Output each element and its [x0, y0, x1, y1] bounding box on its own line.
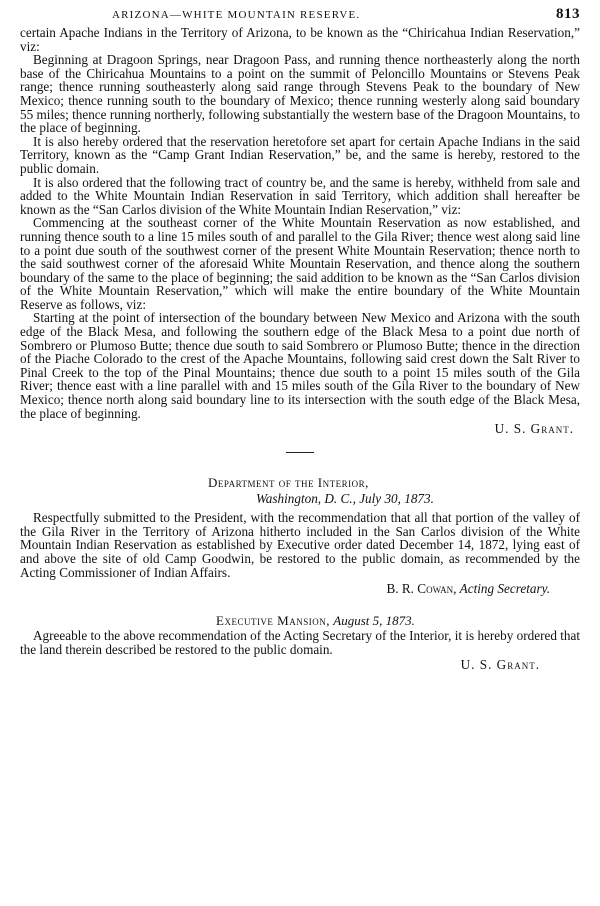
- running-title: ARIZONA—WHITE MOUNTAIN RESERVE.: [112, 9, 361, 21]
- executive-mansion-heading: [20, 613, 580, 629]
- order-intro-paragraph: certain Apache Indians in the Territory of Arizona, to be known as the “Chiricahua Indian Reservation,” viz:: [20, 25, 580, 54]
- running-header: [20, 6, 580, 26]
- mansion-order: [20, 629, 580, 656]
- cowan-signature: [20, 581, 580, 597]
- cowan-role: Acting Secretary.: [459, 581, 550, 597]
- withheld-tract-paragraph: It is also ordered that the following tract of country be, and the same is hereby, withheld from sale and added to the White Mountain Indian Reservation in said Territory, which addition shall hereafter be known as the “San Carlos division of the White Mountain Indian Reservation,” viz:: [20, 174, 580, 217]
- starting-point-paragraph: Starting at the point of intersection of the boundary between New Mexico and Arizona with the south edge of the Black Mesa, and following the southern edge of the Black Mesa to a point due north of Sombrero or Plumoso Butte; thence due south to said Sombrero or Plumoso Butte; thence in the direction of the Piache Colorado to the crest of the Apache Mountains, following said crest down the Salt River to Pinal Creek to the top of the Pinal Mountains; thence due south to a point 15 miles south of the Gila River; thence east with a line parallel with and 15 miles south of the Gila River to the boundary of New Mexico; thence north along said boundary line to its intersection with the south edge of the Black Mesa, the place of beginning.: [20, 310, 580, 421]
- executive-order-text: [20, 26, 580, 420]
- page-number: 813: [556, 6, 580, 22]
- interior-body-paragraph: Respectfully submitted to the President, with the recommendation that all that portion of the valley of the Gila River in the Territory of Arizona hitherto included in the San Carlos division of the White Mountain Indian Reservation as established by Executive order dated December 14, 1872, lying east of and above the site of old Camp Goodwin, be restored to the public domain, as recommended by the Acting Commissioner of Indian Affairs.: [20, 510, 580, 580]
- mansion-date: August 5, 1873.: [333, 613, 415, 629]
- grant-signature-1: U. S. Grant.: [494, 421, 574, 437]
- interior-dateline: Washington, D. C., July 30, 1873.: [256, 491, 434, 507]
- cowan-name: B. R. Cowan,: [386, 581, 457, 597]
- camp-grant-paragraph: It is also hereby ordered that the reservation heretofore set apart for certain Apache Indians in the said Territory, known as the “Camp Grant Indian Reservation,” be, and the same is hereby, restored to the public domain.: [20, 133, 580, 176]
- document-page: [20, 6, 580, 672]
- mansion-body-paragraph: Agreeable to the above recommendation of the Acting Secretary of the Interior, it is hereby ordered that the land therein described be restored to the public domain.: [20, 628, 580, 657]
- commencing-paragraph: Commencing at the southeast corner of the White Mountain Reservation as now established, and running thence south to a line 15 miles south of and parallel to the Gila River; thence west along said line to a point due south of the southwest corner of the present White Mountain Reservation; thence north to the said southwest corner of the aforesaid White Mountain Reservation, and thence along the southern boundary of the same to the place of beginning; the said addition to be known as the “San Carlos division of the White Mountain Reservation,” which will make the entire boundary of the White Mountain Reserve as follows, viz:: [20, 215, 580, 312]
- section-divider: [286, 452, 314, 453]
- mansion-title: Executive Mansion,: [216, 613, 330, 629]
- department-heading: Department of the Interior,: [208, 475, 369, 491]
- chiricahua-boundary-paragraph: Beginning at Dragoon Springs, near Dragoon Pass, and running thence northeasterly along the north base of the Chiricahua Mountains to a point on the summit of Peloncillo Mountains or Stevens Peak range; thence running southeasterly along said range through Stevens Peak to the boundary of New Mexico; thence running south to the boundary of Mexico; thence running westerly along said boundary 55 miles; thence running northerly, following substantially the western base of the Dragoon Mountains, to the place of beginning.: [20, 52, 580, 136]
- grant-signature-2: U. S. Grant.: [460, 657, 540, 673]
- interior-letter: [20, 511, 580, 579]
